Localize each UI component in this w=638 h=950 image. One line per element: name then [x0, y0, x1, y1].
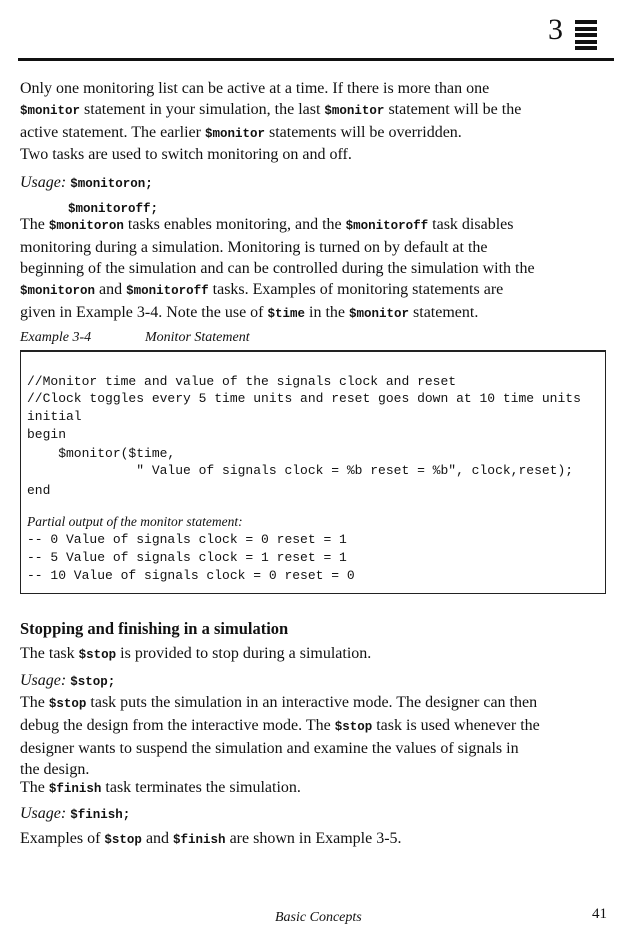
text: statements will be overridden. — [264, 124, 462, 141]
page-number: 41 — [592, 906, 607, 922]
line — [20, 99, 612, 122]
code-line: $monitor($time, — [27, 446, 176, 461]
line — [20, 715, 612, 738]
section-heading: Stopping and finishing in a simulation — [20, 619, 289, 638]
text: designer wants to suspend the simulation and examine the values of signals in — [20, 740, 519, 757]
text: beginning of the simulation and can be controlled during the simulation with the — [20, 260, 535, 277]
code-line: " Value of signals clock = %b reset = %b", clock,reset); — [27, 463, 574, 478]
code-monitoron: $monitoron — [48, 219, 124, 233]
paragraph-stop-interactive — [20, 692, 612, 780]
code-stop: $stop — [334, 720, 373, 734]
code-stop: $stop — [104, 833, 142, 847]
code-monitor: $monitor — [20, 104, 81, 118]
text: Only one monitoring list can be active at a time. If there is more than one — [20, 80, 490, 97]
line — [20, 122, 612, 145]
text: are shown in Example 3-5. — [225, 830, 402, 847]
text: task puts the simulation in an interactive mode. The designer can then — [86, 694, 538, 711]
line — [20, 78, 612, 99]
text: statement in your simulation, the last — [80, 101, 325, 118]
code-line: initial — [27, 409, 82, 424]
usage-stop — [20, 670, 612, 693]
chapter-marker-icon — [575, 20, 597, 50]
text: The — [20, 216, 49, 233]
paragraph-two-tasks — [20, 144, 612, 165]
output-line: -- 10 Value of signals clock = 0 reset = 0 — [27, 568, 355, 583]
paragraph-examples-ref — [20, 828, 612, 851]
text: the design. — [20, 761, 90, 778]
header-rule — [18, 58, 614, 61]
code-line: end — [27, 483, 51, 498]
text: statement. — [409, 304, 479, 321]
paragraph-monitoring-list — [20, 78, 612, 145]
text: and — [141, 830, 174, 847]
text: Examples of — [20, 830, 105, 847]
usage-label: Usage: — [20, 805, 67, 822]
code-monitoron: $monitoron; — [70, 177, 153, 191]
paragraph-finish-task — [20, 777, 612, 800]
line — [20, 258, 612, 279]
text: task disables — [428, 216, 514, 233]
code-monitor: $monitor — [349, 307, 410, 321]
code-monitoroff: $monitoroff; — [68, 202, 159, 216]
code-stop: $stop; — [70, 675, 116, 689]
usage-monitoron — [20, 172, 612, 195]
usage-finish — [20, 803, 612, 826]
text: task is used whenever the — [372, 717, 540, 734]
usage-label: Usage: — [20, 174, 67, 191]
usage-label: Usage: — [20, 672, 67, 689]
text: The task — [20, 645, 79, 662]
text: monitoring during a simulation. Monitoring is turned on by default at the — [20, 239, 488, 256]
paragraph-stop-task — [20, 643, 612, 666]
text: and — [95, 281, 127, 298]
output-line: -- 5 Value of signals clock = 1 reset = 1 — [27, 550, 347, 565]
example-title: Monitor Statement — [145, 330, 250, 345]
code-monitoron: $monitoron — [20, 284, 96, 298]
line — [20, 214, 612, 237]
text: tasks enables monitoring, and the — [123, 216, 346, 233]
example-label: Example 3-4 — [20, 330, 92, 345]
code-monitoroff: $monitoroff — [126, 284, 209, 298]
text: is provided to stop during a simulation. — [116, 645, 372, 662]
text: task terminates the simulation. — [101, 779, 301, 796]
line — [20, 738, 612, 759]
text: The — [20, 694, 49, 711]
code-stop: $stop — [48, 697, 87, 711]
code-line: //Clock toggles every 5 time units and reset goes down at 10 time units — [27, 391, 581, 406]
code-line: //Monitor time and value of the signals clock and reset — [27, 374, 457, 389]
text: in the — [305, 304, 350, 321]
line — [20, 279, 612, 302]
code-stop: $stop — [78, 648, 117, 662]
code-monitor: $monitor — [204, 127, 265, 141]
text: debug the design from the interactive mode. The — [20, 717, 335, 734]
chapter-number: 3 — [548, 13, 563, 46]
text: given in Example 3-4. Note the use of — [20, 304, 268, 321]
text: active statement. The earlier — [20, 124, 205, 141]
paragraph-monitoron-tasks — [20, 214, 612, 325]
code-monitor: $monitor — [324, 104, 385, 118]
code-line: begin — [27, 427, 67, 442]
example-code-box — [20, 350, 606, 594]
text: statement will be the — [384, 101, 522, 118]
code-finish: $finish — [48, 782, 102, 796]
code-monitoroff: $monitoroff — [345, 219, 429, 233]
text: Two tasks are used to switch monitoring on and off. — [20, 146, 352, 163]
code-finish: $finish — [173, 833, 226, 847]
code-time: $time — [267, 307, 306, 321]
text: tasks. Examples of monitoring statements are — [208, 281, 504, 298]
code-finish: $finish; — [70, 808, 131, 822]
line — [20, 692, 612, 715]
line — [20, 302, 612, 325]
text: The — [20, 779, 49, 796]
output-line: -- 0 Value of signals clock = 0 reset = 1 — [27, 532, 347, 547]
footer-title: Basic Concepts — [275, 910, 362, 925]
partial-output-label: Partial output of the monitor statement: — [27, 514, 243, 529]
line — [20, 237, 612, 258]
